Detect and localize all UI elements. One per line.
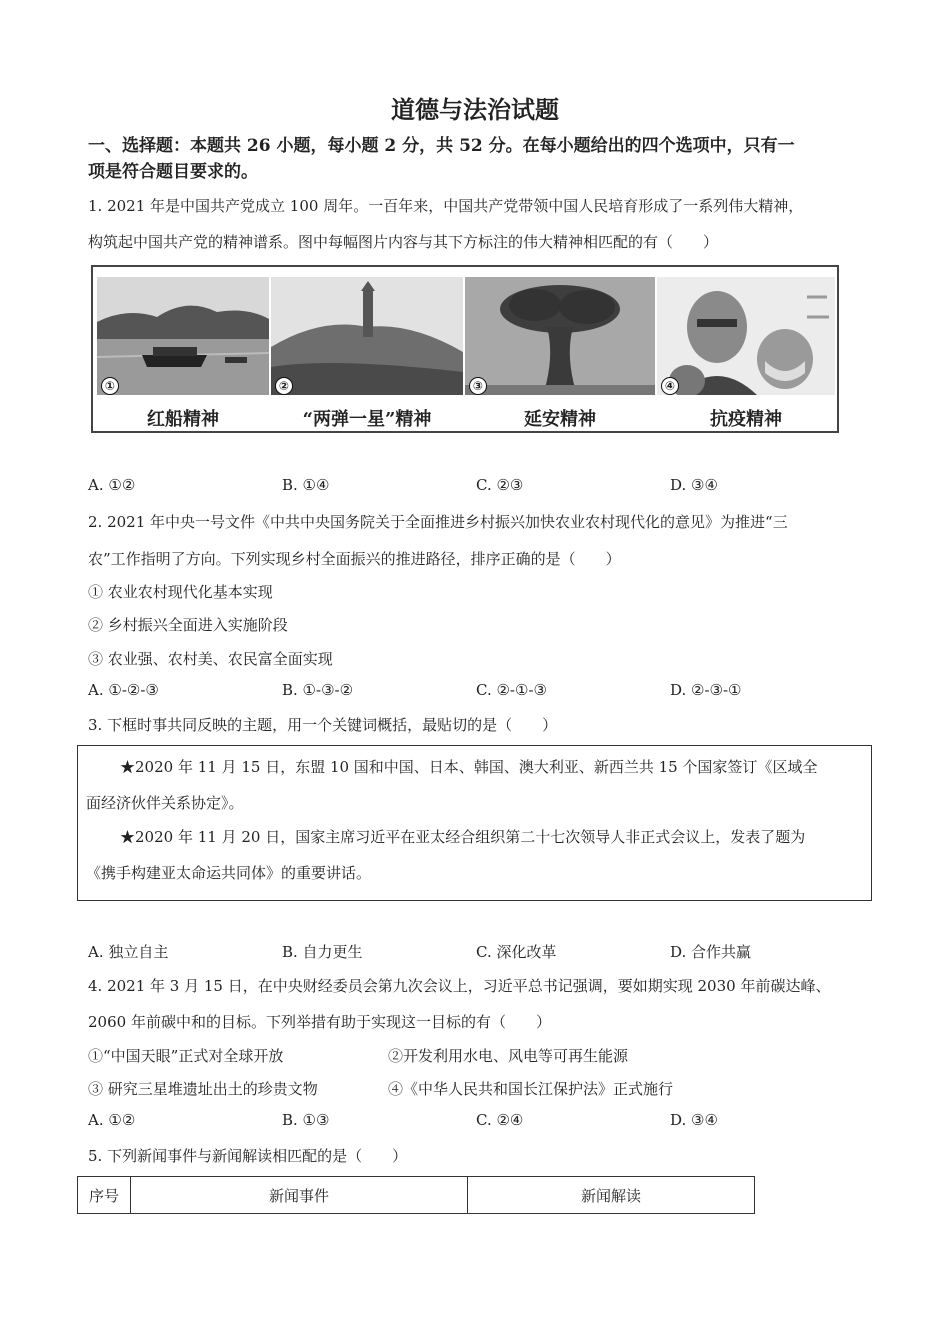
q1-stem-line2: 构筑起中国共产党的精神谱系。图中每幅图片内容与其下方标注的伟大精神相匹配的有（ ） <box>88 233 719 251</box>
q5-table <box>77 1176 755 1214</box>
q3-news-1-line2: 面经济伙伴关系协定》。 <box>86 794 244 812</box>
q1-stem-line1: 1. 2021 年是中国共产党成立 100 周年。一百年来，中国共产党带领中国人民培育形成了一系列伟大精神， <box>88 197 804 215</box>
q2-option-d[interactable]: D. ②-③-① <box>670 681 742 699</box>
page-title: 道德与法治试题 <box>391 95 559 124</box>
section-heading-line1: 一、选择题：本题共 26 小题，每小题 2 分，共 52 分。在每小题给出的四个选项中，只有一 <box>88 136 795 156</box>
q4-item-3: ③ 研究三星堆遗址出土的珍贵文物 <box>88 1080 318 1098</box>
monument-photo <box>271 277 463 395</box>
q3-option-a[interactable]: A. 独立自主 <box>88 943 169 961</box>
q2-stem-line2: 农”工作指明了方向。下列实现乡村全面振兴的推进路径，排序正确的是（ ） <box>88 550 621 568</box>
q1-option-c[interactable]: C. ②③ <box>476 476 524 494</box>
q1-image-4 <box>657 277 835 430</box>
section-heading-line2: 项是符合题目要求的。 <box>88 162 258 182</box>
q3-stem: 3. 下框时事共同反映的主题，用一个关键词概括，最贴切的是（ ） <box>88 716 558 734</box>
q3-option-d[interactable]: D. 合作共赢 <box>670 943 752 961</box>
q4-option-a[interactable]: A. ①② <box>88 1111 136 1129</box>
table-header-interpretation: 新闻解读 <box>468 1177 755 1214</box>
image-2-number: ② <box>275 377 293 395</box>
mushroom-cloud-photo <box>465 277 655 395</box>
q3-news-2-line1: ★2020 年 11 月 20 日，国家主席习近平在亚太经合组织第二十七次领导人非正式会议上，发表了题为 <box>120 828 806 846</box>
q4-item-1: ①“中国天眼”正式对全球开放 <box>88 1047 284 1065</box>
q2-option-a[interactable]: A. ①-②-③ <box>88 681 159 699</box>
image-3-number: ③ <box>469 377 487 395</box>
q4-stem-line1: 4. 2021 年 3 月 15 日，在中央财经委员会第九次会议上，习近平总书记强调，要如期实现 2030 年前碳达峰、 <box>88 977 831 995</box>
q1-image-strip <box>91 265 839 433</box>
q3-option-b[interactable]: B. 自力更生 <box>282 943 363 961</box>
q2-option-c[interactable]: C. ②-①-③ <box>476 681 547 699</box>
image-1-caption: 红船精神 <box>147 409 219 430</box>
q1-image-3 <box>465 277 655 430</box>
q3-news-2-line2: 《携手构建亚太命运共同体》的重要讲话。 <box>86 864 372 882</box>
table-header-event: 新闻事件 <box>131 1177 468 1214</box>
q1-option-a[interactable]: A. ①② <box>88 476 136 494</box>
table-header-row <box>78 1177 755 1214</box>
image-1-number: ① <box>101 377 119 395</box>
q5-stem: 5. 下列新闻事件与新闻解读相匹配的是（ ） <box>88 1147 408 1165</box>
q3-news-1-line1: ★2020 年 11 月 15 日，东盟 10 国和中国、日本、韩国、澳大利亚、新西兰共 15 个国家签订《区域全 <box>120 758 818 776</box>
q3-news-box <box>77 745 872 901</box>
q2-stem-line1: 2. 2021 年中央一号文件《中共中央国务院关于全面推进乡村振兴加快农业农村现代化的意见》为推进“三 <box>88 513 788 531</box>
image-2-caption: “两弹一星”精神 <box>302 409 432 430</box>
q2-item-3: ③ 农业强、农村美、农民富全面实现 <box>88 650 333 668</box>
q1-image-2 <box>271 277 463 430</box>
q1-image-1 <box>97 277 269 430</box>
q1-option-d[interactable]: D. ③④ <box>670 476 718 494</box>
q4-stem-line2: 2060 年前碳中和的目标。下列举措有助于实现这一目标的有（ ） <box>88 1013 551 1031</box>
q4-item-4: ④《中华人民共和国长江保护法》正式施行 <box>388 1080 674 1098</box>
q3-option-c[interactable]: C. 深化改革 <box>476 943 557 961</box>
q2-item-1: ① 农业农村现代化基本实现 <box>88 583 273 601</box>
image-3-caption: 延安精神 <box>524 409 596 430</box>
q2-option-b[interactable]: B. ①-③-② <box>282 681 354 699</box>
section-heading <box>88 133 868 185</box>
q4-option-d[interactable]: D. ③④ <box>670 1111 718 1129</box>
portraits-collage <box>657 277 835 395</box>
q4-option-b[interactable]: B. ①③ <box>282 1111 330 1129</box>
q4-option-c[interactable]: C. ②④ <box>476 1111 524 1129</box>
table-header-index: 序号 <box>78 1177 131 1214</box>
image-4-caption: 抗疫精神 <box>710 409 782 430</box>
q2-item-2: ② 乡村振兴全面进入实施阶段 <box>88 616 288 634</box>
image-4-number: ④ <box>661 377 679 395</box>
q1-option-b[interactable]: B. ①④ <box>282 476 330 494</box>
q4-item-2: ②开发利用水电、风电等可再生能源 <box>388 1047 629 1065</box>
red-boat-photo <box>97 277 269 395</box>
